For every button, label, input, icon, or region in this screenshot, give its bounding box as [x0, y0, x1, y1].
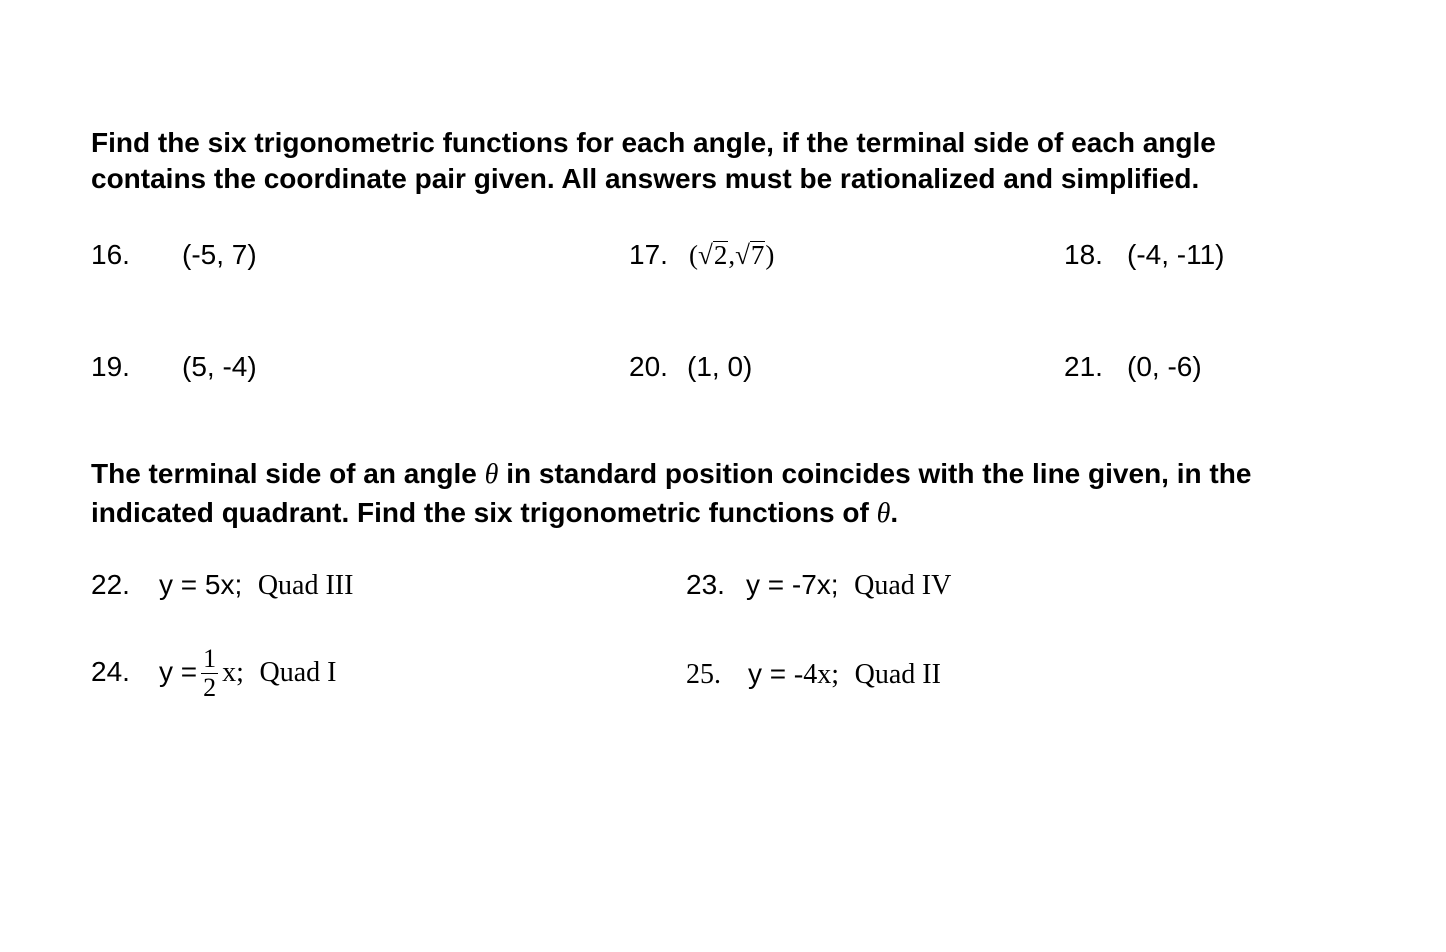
numerator: 1	[203, 644, 217, 674]
problem-number: 22.	[91, 569, 130, 600]
coordinate-pair: (1, 0)	[687, 351, 753, 382]
instructions-1-line-1: Find the six trigonometric functions for each angle, if the terminal side of each angle	[91, 127, 1216, 158]
theta-symbol: θ	[876, 498, 891, 529]
text: The terminal side of an angle	[91, 458, 477, 489]
problem-number: 24.	[91, 656, 130, 687]
problem-18	[1064, 238, 1225, 272]
instructions-1-line-2: contains the coordinate pair given. All answers must be rationalized and simplified.	[91, 163, 1200, 194]
problem-number: 18.	[1064, 239, 1103, 270]
problem-number: 21.	[1064, 351, 1103, 382]
problem-number: 23.	[686, 569, 725, 600]
problem-17	[629, 238, 774, 272]
problem-21	[1064, 350, 1202, 384]
problem-19	[91, 350, 257, 384]
radical-sign: √	[698, 240, 713, 270]
instructions-2	[91, 455, 1251, 533]
line-equation: y = -7x;	[746, 569, 839, 600]
problem-number: 19.	[91, 351, 130, 382]
quadrant-label: Quad IV	[854, 570, 952, 601]
text: indicated quadrant. Find the six trigonometric functions of	[91, 497, 869, 528]
problem-number: 25.	[686, 659, 721, 690]
problem-23	[686, 568, 951, 603]
open-paren: (	[689, 240, 698, 270]
radicand: 7	[750, 240, 765, 270]
equation-rhs: x;	[222, 657, 244, 688]
close-paren: )	[765, 240, 775, 270]
instructions-2-line-2	[91, 494, 1251, 533]
problem-25	[686, 657, 941, 692]
radicand: 2	[713, 240, 728, 270]
theta-symbol: θ	[484, 459, 499, 490]
text: in standard position coincides with the line given, in the	[506, 458, 1252, 489]
equation-lhs: y =	[159, 656, 198, 687]
coordinate-pair: (5, -4)	[182, 351, 257, 382]
problem-24	[91, 641, 336, 704]
instructions-1	[91, 125, 1216, 197]
instructions-2-line-1	[91, 455, 1251, 494]
coordinate-pair: (0, -6)	[1127, 351, 1202, 382]
quadrant-label: Quad I	[259, 657, 337, 688]
radical-sign: √	[735, 240, 750, 270]
fraction	[201, 645, 218, 702]
line-equation: y = 5x;	[159, 569, 243, 600]
problem-number: 20.	[629, 351, 668, 382]
coordinate-pair: (-5, 7)	[182, 239, 257, 270]
denominator: 2	[203, 673, 217, 703]
period: .	[890, 497, 899, 528]
comma: ,	[728, 240, 736, 270]
problem-22	[91, 568, 353, 603]
problem-16	[91, 238, 257, 272]
problem-20	[629, 350, 752, 384]
equation-lhs: y =	[748, 658, 794, 689]
problem-number: 17.	[629, 239, 668, 270]
quadrant-label: Quad II	[854, 659, 941, 690]
coordinate-pair: (-4, -11)	[1127, 239, 1225, 270]
equation-rhs: -4x;	[793, 659, 840, 690]
quadrant-label: Quad III	[257, 570, 354, 601]
problem-number: 16.	[91, 239, 130, 270]
coordinate-pair	[689, 240, 774, 270]
